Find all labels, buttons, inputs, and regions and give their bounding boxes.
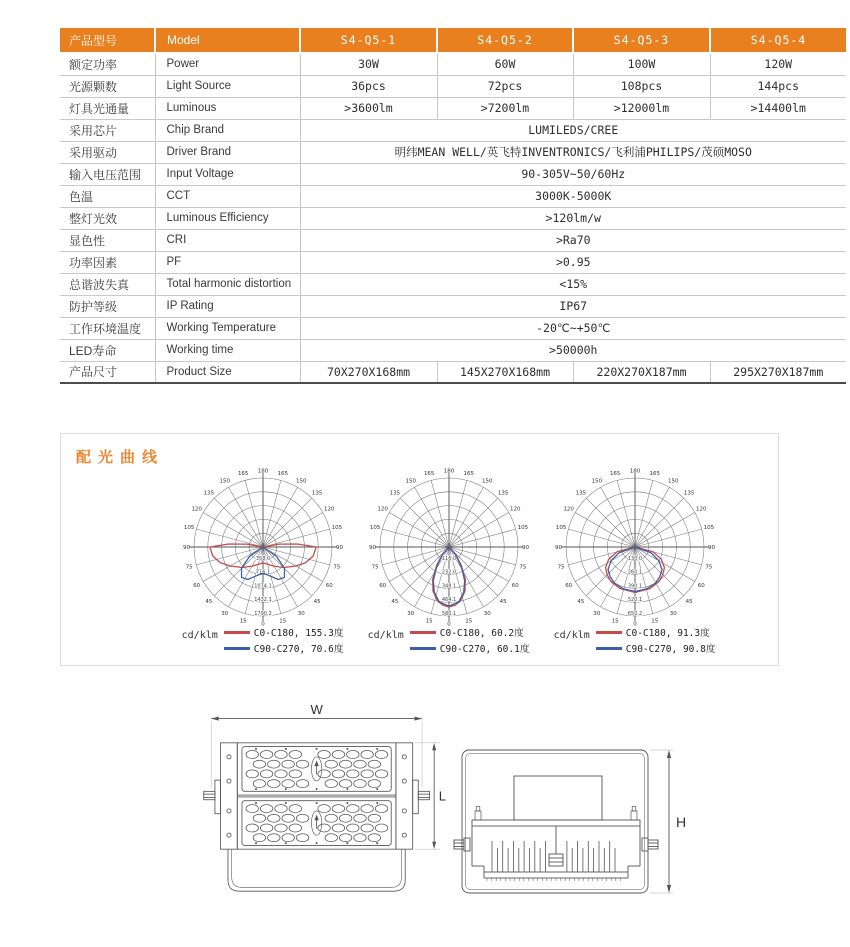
cell-value: 108pcs (573, 75, 710, 97)
table-row (60, 163, 846, 185)
svg-text:15: 15 (278, 618, 286, 625)
cell-value: 70X270X168mm (300, 361, 437, 383)
polar-chart-svg (365, 467, 533, 631)
svg-text:520.1: 520.1 (627, 597, 642, 604)
row-label-en: Working time (155, 339, 300, 361)
cell-value: 30W (300, 53, 437, 75)
row-label-en: Working Temperature (155, 317, 300, 339)
legend-label: C0-C180, 91.3度 (625, 628, 710, 639)
legend-label: C0-C180, 155.3度 (253, 628, 344, 639)
table-row (60, 97, 846, 119)
cell-value: 144pcs (710, 75, 846, 97)
svg-text:135: 135 (203, 490, 214, 497)
svg-text:165: 165 (609, 470, 620, 477)
cell-value-merged: -20℃~+50℃ (300, 317, 846, 339)
cell-value-merged: <15% (300, 273, 846, 295)
polar-chart-1 (177, 467, 349, 657)
cell-value: 100W (573, 53, 710, 75)
table-row (60, 317, 846, 339)
svg-text:390.1: 390.1 (627, 583, 642, 590)
svg-text:135: 135 (575, 490, 586, 497)
cell-value-merged: 明纬MEAN WELL/英飞特INVENTRONICS/飞利浦PHILIPS/茂硕MOSO (300, 141, 846, 163)
svg-text:358.0: 358.0 (255, 555, 270, 562)
legend-entry (596, 625, 716, 639)
row-label-cn: 色温 (60, 185, 155, 207)
svg-text:180: 180 (257, 468, 268, 475)
svg-text:150: 150 (591, 478, 602, 485)
svg-text:30: 30 (669, 611, 677, 618)
svg-text:90: 90 (182, 544, 190, 551)
legend-entry (224, 625, 344, 639)
legend-entry (596, 641, 716, 655)
legend-label: C0-C180, 60.2度 (439, 628, 524, 639)
row-label-en: CRI (155, 229, 300, 251)
row-label-en: Power (155, 53, 300, 75)
cell-value: 60W (437, 53, 573, 75)
legend-label: C90-C270, 70.6度 (253, 644, 344, 655)
svg-text:45: 45 (576, 598, 584, 605)
unit-label: cd/klm (553, 630, 590, 641)
dimension-label-l: L (438, 788, 447, 804)
svg-text:45: 45 (313, 598, 321, 605)
svg-text:90: 90 (521, 544, 529, 551)
cell-value: 72pcs (437, 75, 573, 97)
cell-value: 145X270X168mm (437, 361, 573, 383)
svg-text:60: 60 (192, 583, 200, 589)
cell-value: >12000lm (573, 97, 710, 119)
cell-value: >14400lm (710, 97, 846, 119)
svg-text:45: 45 (390, 598, 398, 605)
col-header-model-1: S4-Q5-1 (300, 28, 437, 53)
row-label-en: IP Rating (155, 295, 300, 317)
section-title: 配光曲线 (76, 449, 165, 466)
legend-entry (224, 641, 344, 655)
svg-text:60: 60 (378, 583, 386, 589)
svg-text:60: 60 (697, 583, 705, 589)
svg-text:150: 150 (219, 478, 230, 485)
dimension-label-w: W (310, 701, 323, 717)
cell-value-merged: >50000h (300, 339, 846, 361)
svg-text:0: 0 (260, 621, 265, 628)
table-row (60, 207, 846, 229)
table-row (60, 251, 846, 273)
svg-text:120: 120 (190, 506, 202, 513)
row-label-cn: 产品尺寸 (60, 361, 155, 383)
cell-value: 120W (710, 53, 846, 75)
row-label-cn: 总谐波失真 (60, 273, 155, 295)
spec-table (60, 28, 846, 384)
side-view-svg (452, 742, 697, 912)
row-label-en: Total harmonic distortion (155, 273, 300, 295)
legend-swatch-blue (410, 647, 436, 650)
svg-text:105: 105 (517, 525, 528, 531)
svg-text:580.1: 580.1 (441, 611, 456, 617)
svg-text:90: 90 (707, 544, 715, 551)
row-label-cn: 光源颗数 (60, 75, 155, 97)
row-label-en: Chip Brand (155, 119, 300, 141)
side-view-drawing (454, 750, 673, 893)
svg-text:45: 45 (685, 598, 693, 605)
svg-text:165: 165 (423, 470, 434, 477)
svg-text:135: 135 (683, 490, 694, 497)
svg-text:105: 105 (331, 525, 342, 531)
col-header-model-2: S4-Q5-2 (437, 28, 573, 53)
front-view-drawing (204, 717, 440, 892)
svg-text:75: 75 (518, 564, 526, 571)
legend-entry (410, 625, 530, 639)
svg-text:1432.1: 1432.1 (253, 597, 272, 604)
cell-value-merged: >0.95 (300, 251, 846, 273)
svg-text:1074.1: 1074.1 (253, 583, 272, 590)
svg-text:30: 30 (406, 611, 414, 618)
row-label-cn: LED寿命 (60, 339, 155, 361)
svg-text:30: 30 (297, 611, 305, 618)
svg-text:60: 60 (564, 583, 572, 589)
row-label-cn: 采用驱动 (60, 141, 155, 163)
svg-text:150: 150 (481, 478, 493, 485)
svg-text:75: 75 (557, 564, 565, 571)
row-label-en: Light Source (155, 75, 300, 97)
svg-text:105: 105 (703, 525, 714, 531)
legend-entry (410, 641, 530, 655)
svg-text:120: 120 (323, 506, 335, 513)
cell-value: 295X270X187mm (710, 361, 846, 383)
row-label-cn: 采用芯片 (60, 119, 155, 141)
svg-text:15: 15 (464, 618, 472, 625)
svg-text:165: 165 (649, 470, 660, 477)
table-row (60, 185, 846, 207)
row-label-cn: 整灯光效 (60, 207, 155, 229)
svg-text:15: 15 (611, 618, 619, 625)
svg-text:180: 180 (629, 468, 640, 475)
legend-swatch-red (596, 631, 622, 634)
svg-text:30: 30 (483, 611, 491, 618)
svg-text:75: 75 (371, 564, 379, 571)
svg-text:120: 120 (376, 506, 388, 513)
row-label-en: Product Size (155, 361, 300, 383)
svg-text:120: 120 (562, 506, 574, 513)
row-label-cn: 工作环境温度 (60, 317, 155, 339)
svg-text:232.0: 232.0 (441, 569, 456, 576)
table-row (60, 53, 846, 75)
svg-text:30: 30 (220, 611, 228, 618)
cell-value-merged: LUMILEDS/CREE (300, 119, 846, 141)
svg-text:150: 150 (405, 478, 416, 485)
svg-text:45: 45 (204, 598, 212, 605)
svg-text:105: 105 (369, 525, 380, 531)
table-row (60, 141, 846, 163)
svg-text:165: 165 (463, 470, 474, 477)
front-view-svg (200, 698, 450, 908)
legend-swatch-blue (224, 647, 250, 650)
row-label-cn: 额定功率 (60, 53, 155, 75)
row-label-en: PF (155, 251, 300, 273)
col-header-model: Model (155, 28, 300, 53)
cell-value: >7200lm (437, 97, 573, 119)
svg-text:90: 90 (335, 544, 343, 551)
chart-legend (182, 625, 344, 657)
cell-value-merged: IP67 (300, 295, 846, 317)
svg-text:0: 0 (632, 621, 637, 628)
col-header-model-3: S4-Q5-3 (573, 28, 710, 53)
row-label-cn: 防护等级 (60, 295, 155, 317)
svg-text:15: 15 (425, 618, 433, 625)
svg-text:75: 75 (332, 564, 340, 571)
unit-label: cd/klm (181, 630, 218, 641)
row-label-cn: 功率因素 (60, 251, 155, 273)
svg-text:116.0: 116.0 (441, 555, 456, 562)
svg-text:150: 150 (295, 478, 307, 485)
col-header-model-4: S4-Q5-4 (710, 28, 846, 53)
table-header-row (60, 28, 846, 53)
table-row (60, 273, 846, 295)
polar-chart-svg (179, 467, 347, 631)
cell-value: >3600lm (300, 97, 437, 119)
dimension-label-h: H (676, 814, 687, 830)
svg-text:75: 75 (185, 564, 193, 571)
svg-text:120: 120 (695, 506, 707, 513)
legend-swatch-blue (596, 647, 622, 650)
chart-legend (554, 625, 716, 657)
legend-swatch-red (224, 631, 250, 634)
svg-text:135: 135 (311, 490, 322, 497)
row-label-cn: 显色性 (60, 229, 155, 251)
svg-text:348.1: 348.1 (441, 583, 456, 590)
svg-text:30: 30 (592, 611, 600, 618)
polar-chart-3 (549, 467, 721, 657)
row-label-cn: 灯具光通量 (60, 97, 155, 119)
svg-text:105: 105 (183, 525, 194, 531)
row-label-en: CCT (155, 185, 300, 207)
cell-value: 36pcs (300, 75, 437, 97)
charts-row (61, 467, 778, 657)
svg-text:135: 135 (389, 490, 400, 497)
svg-text:165: 165 (237, 470, 248, 477)
legend-swatch-red (410, 631, 436, 634)
legend-label: C90-C270, 60.1度 (439, 644, 530, 655)
table-row (60, 361, 846, 383)
row-label-cn: 输入电压范围 (60, 163, 155, 185)
row-label-en: Driver Brand (155, 141, 300, 163)
table-row (60, 75, 846, 97)
svg-text:0: 0 (446, 621, 451, 628)
svg-text:650.2: 650.2 (627, 611, 642, 617)
svg-text:105: 105 (555, 525, 566, 531)
cell-value: 220X270X187mm (573, 361, 710, 383)
cell-value-merged: 90-305V~50/60Hz (300, 163, 846, 185)
col-header-cn: 产品型号 (60, 28, 155, 53)
cell-value-merged: >120lm/w (300, 207, 846, 229)
svg-text:90: 90 (368, 544, 376, 551)
svg-text:464.1: 464.1 (441, 597, 456, 604)
cell-value-merged: >Ra70 (300, 229, 846, 251)
svg-text:60: 60 (325, 583, 333, 589)
chart-legend (368, 625, 530, 657)
svg-text:15: 15 (650, 618, 658, 625)
row-label-en: Luminous (155, 97, 300, 119)
svg-text:45: 45 (499, 598, 507, 605)
svg-text:260.1: 260.1 (627, 569, 642, 576)
polar-chart-2 (363, 467, 535, 657)
svg-text:120: 120 (509, 506, 521, 513)
unit-label: cd/klm (367, 630, 404, 641)
light-distribution-section (60, 433, 779, 666)
svg-text:15: 15 (239, 618, 247, 625)
svg-text:130.0: 130.0 (627, 555, 642, 562)
svg-text:60: 60 (511, 583, 519, 589)
row-label-en: Input Voltage (155, 163, 300, 185)
svg-text:75: 75 (704, 564, 712, 571)
polar-chart-svg (551, 467, 719, 631)
table-row (60, 229, 846, 251)
svg-text:165: 165 (277, 470, 288, 477)
row-label-en: Luminous Efficiency (155, 207, 300, 229)
svg-text:716.1: 716.1 (255, 569, 270, 576)
svg-text:1790.2: 1790.2 (253, 611, 272, 617)
svg-text:90: 90 (554, 544, 562, 551)
svg-text:135: 135 (497, 490, 508, 497)
table-row (60, 295, 846, 317)
svg-text:150: 150 (667, 478, 679, 485)
table-row (60, 119, 846, 141)
svg-text:180: 180 (443, 468, 454, 475)
legend-label: C90-C270, 90.8度 (625, 644, 716, 655)
table-row (60, 339, 846, 361)
cell-value-merged: 3000K-5000K (300, 185, 846, 207)
